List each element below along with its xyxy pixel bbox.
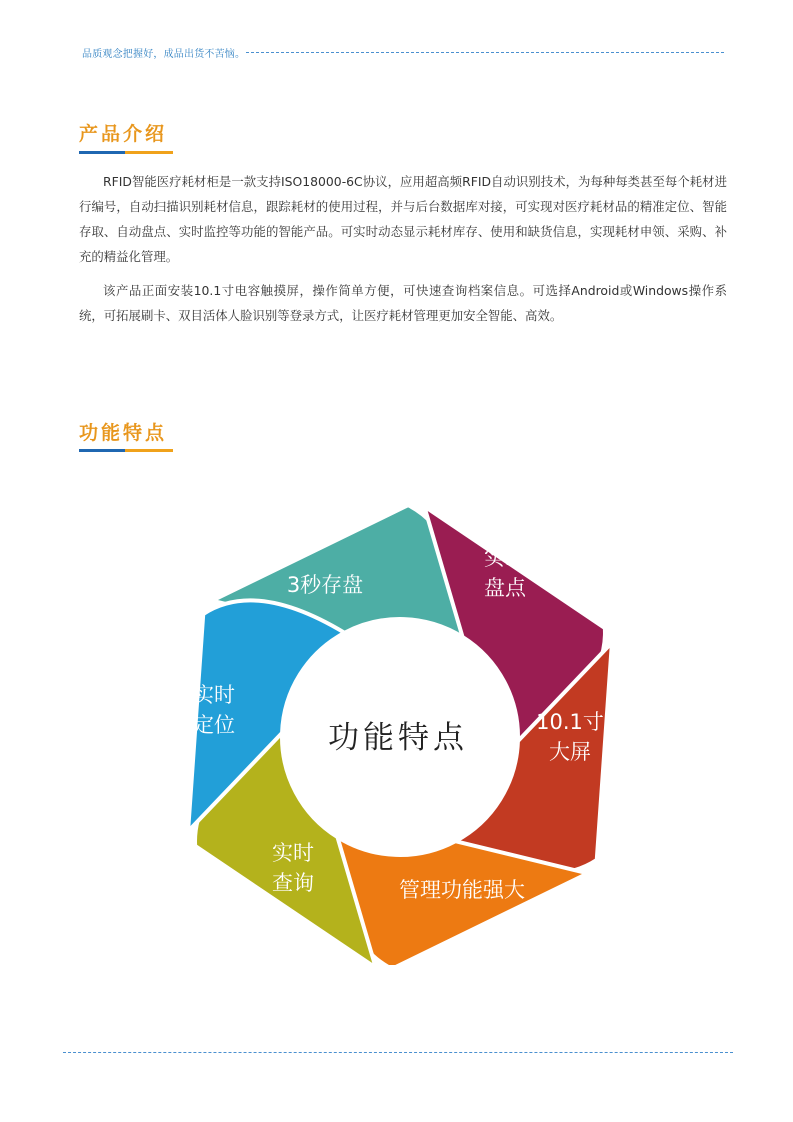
intro-paragraph-1: RFID智能医疗耗材柜是一款支持ISO18000-6C协议，应用超高频RFID自动识别技术，为每种每类甚至每个耗材进行编号，自动扫描识别耗材信息，跟踪耗材的使用过程，并与后台数据库对接，可实现对医疗耗材品的精准定位、智能存取、自动盘点、实时监控等功能的智能产品。可实时动态显示耗材库存、使用和缺货信息，实现耗材申领、采购、补充的精益化管理。 bbox=[79, 174, 727, 264]
ring-segment-label-line: 实时 bbox=[193, 683, 235, 707]
ring-segment-label-line: 管理功能强大 bbox=[399, 878, 525, 902]
ring-segment-label-line: 实时 bbox=[484, 546, 526, 570]
footer-divider bbox=[63, 1052, 733, 1053]
features-title-underline bbox=[79, 449, 173, 452]
ring-segment-label-4 bbox=[399, 878, 525, 902]
features-ring-diagram bbox=[150, 505, 650, 965]
intro-section-title: 产品介绍 bbox=[79, 123, 168, 145]
ring-segment-label-line: 定位 bbox=[193, 713, 235, 737]
features-section-title: 功能特点 bbox=[79, 422, 168, 444]
ring-segment-label-line: 10.1寸 bbox=[536, 710, 604, 734]
ring-segment-label-line: 盘点 bbox=[484, 576, 526, 600]
ring-segment-label-1 bbox=[287, 573, 363, 597]
header-slogan: 品质观念把握好，成品出货不苦恼。 bbox=[82, 49, 246, 60]
header-divider bbox=[246, 52, 724, 53]
ring-segment-label-line: 大屏 bbox=[549, 740, 591, 764]
ring-segment-label-line: 实时 bbox=[272, 841, 314, 865]
intro-paragraph-2: 该产品正面安装10.1寸电容触摸屏，操作简单方便，可快速查询档案信息。可选择Android或Windows操作系统，可拓展刷卡、双目活体人脸识别等登录方式，让医疗耗材管理更加安全智能、高效。 bbox=[79, 283, 727, 323]
intro-title-underline bbox=[79, 151, 173, 154]
diagram-center-label: 功能特点 bbox=[328, 720, 468, 756]
ring-segment-label-line: 3秒存盘 bbox=[286, 573, 364, 597]
ring-segment-label-line: 查询 bbox=[272, 871, 314, 895]
